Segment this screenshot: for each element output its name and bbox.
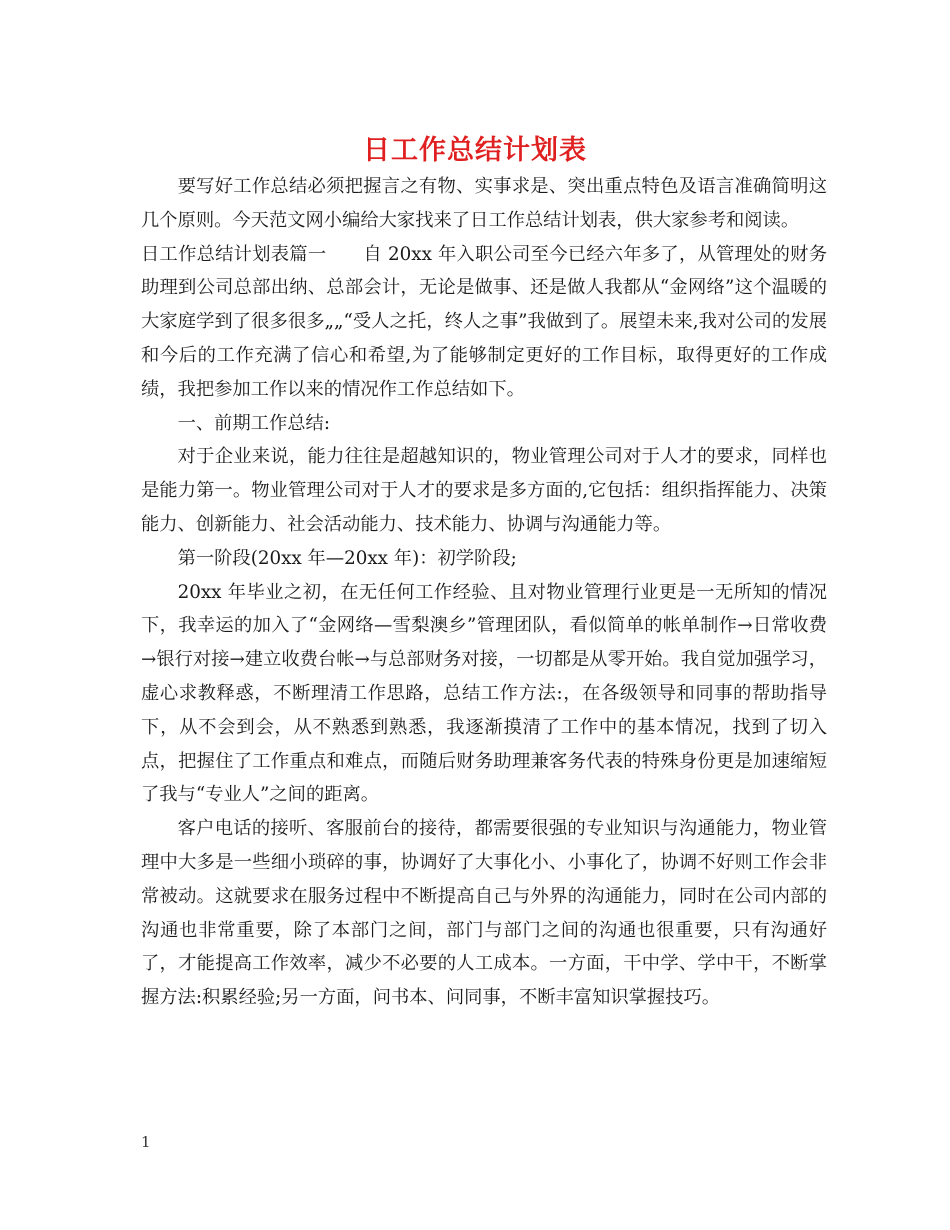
document-title: 日工作总结计划表 (363, 135, 587, 166)
section-heading: 一、前期工作总结: (177, 412, 331, 434)
page-number: 1 (141, 1133, 151, 1151)
document-body (141, 170, 827, 1015)
stage-heading: 第一阶段(20xx 年—20xx 年)：初学阶段; (177, 547, 517, 569)
paragraph-communication: 客户电话的接听、客服前台的接待，都需要很强的专业知识与沟通能力，物业管理中大多是一些细小琐碎的事，协调好了大事化小、小事化了，协调不好则工作会非常被动。这就要求在服务过程中不断提高自己与外界的沟通能力，同时在公司内部的沟通也非常重要，除了本部门之间，部门与部门之间的沟通也很重要，只有沟通好了，才能提高工作效率，减少不必要的人工成本。一方面，干中学、学中干，不断掌握方法:积累经验;另一方面，问书本、问同事，不断丰富知识掌握技巧。 (141, 818, 827, 1009)
paragraph-part-one: 日工作总结计划表篇一 自 20xx 年入职公司至今已经六年多了，从管理处的财务助理到公司总部出纳、总部会计，无论是做事、还是做人我都从“金网络”这个温暖的大家庭学到了很多很多„„“受人之托，终人之事”我做到了。展望未来,我对公司的发展和今后的工作充满了信心和希望,为了能够制定更好的工作目标，取得更好的工作成绩，我把参加工作以来的情况作工作总结如下。 (141, 243, 827, 400)
paragraph-ability: 对于企业来说，能力往往是超越知识的，物业管理公司对于人才的要求，同样也是能力第一。物业管理公司对于人才的要求是多方面的,它包括：组织指挥能力、决策能力、创新能力、社会活动能力、技术能力、协调与沟通能力等。 (141, 446, 827, 535)
paragraph-intro: 要写好工作总结必须把握言之有物、实事求是、突出重点特色及语言准确简明这几个原则。今天范文网小编给大家找来了日工作总结计划表，供大家参考和阅读。 (141, 176, 827, 231)
paragraph-stage-one: 20xx 年毕业之初，在无任何工作经验、且对物业管理行业更是一无所知的情况下，我幸运的加入了“金网络—雪梨澳乡”管理团队，看似简单的帐单制作→日常收费→银行对接→建立收费台帐→与总部财务对接，一切都是从零开始。我自觉加强学习，虚心求教释惑，不断理清工作思路，总结工作方法:，在各级领导和同事的帮助指导下，从不会到会，从不熟悉到熟悉，我逐渐摸清了工作中的基本情况，找到了切入点，把握住了工作重点和难点，而随后财务助理兼客务代表的特殊身份更是加速缩短了我与“专业人”之间的距离。 (141, 581, 827, 806)
